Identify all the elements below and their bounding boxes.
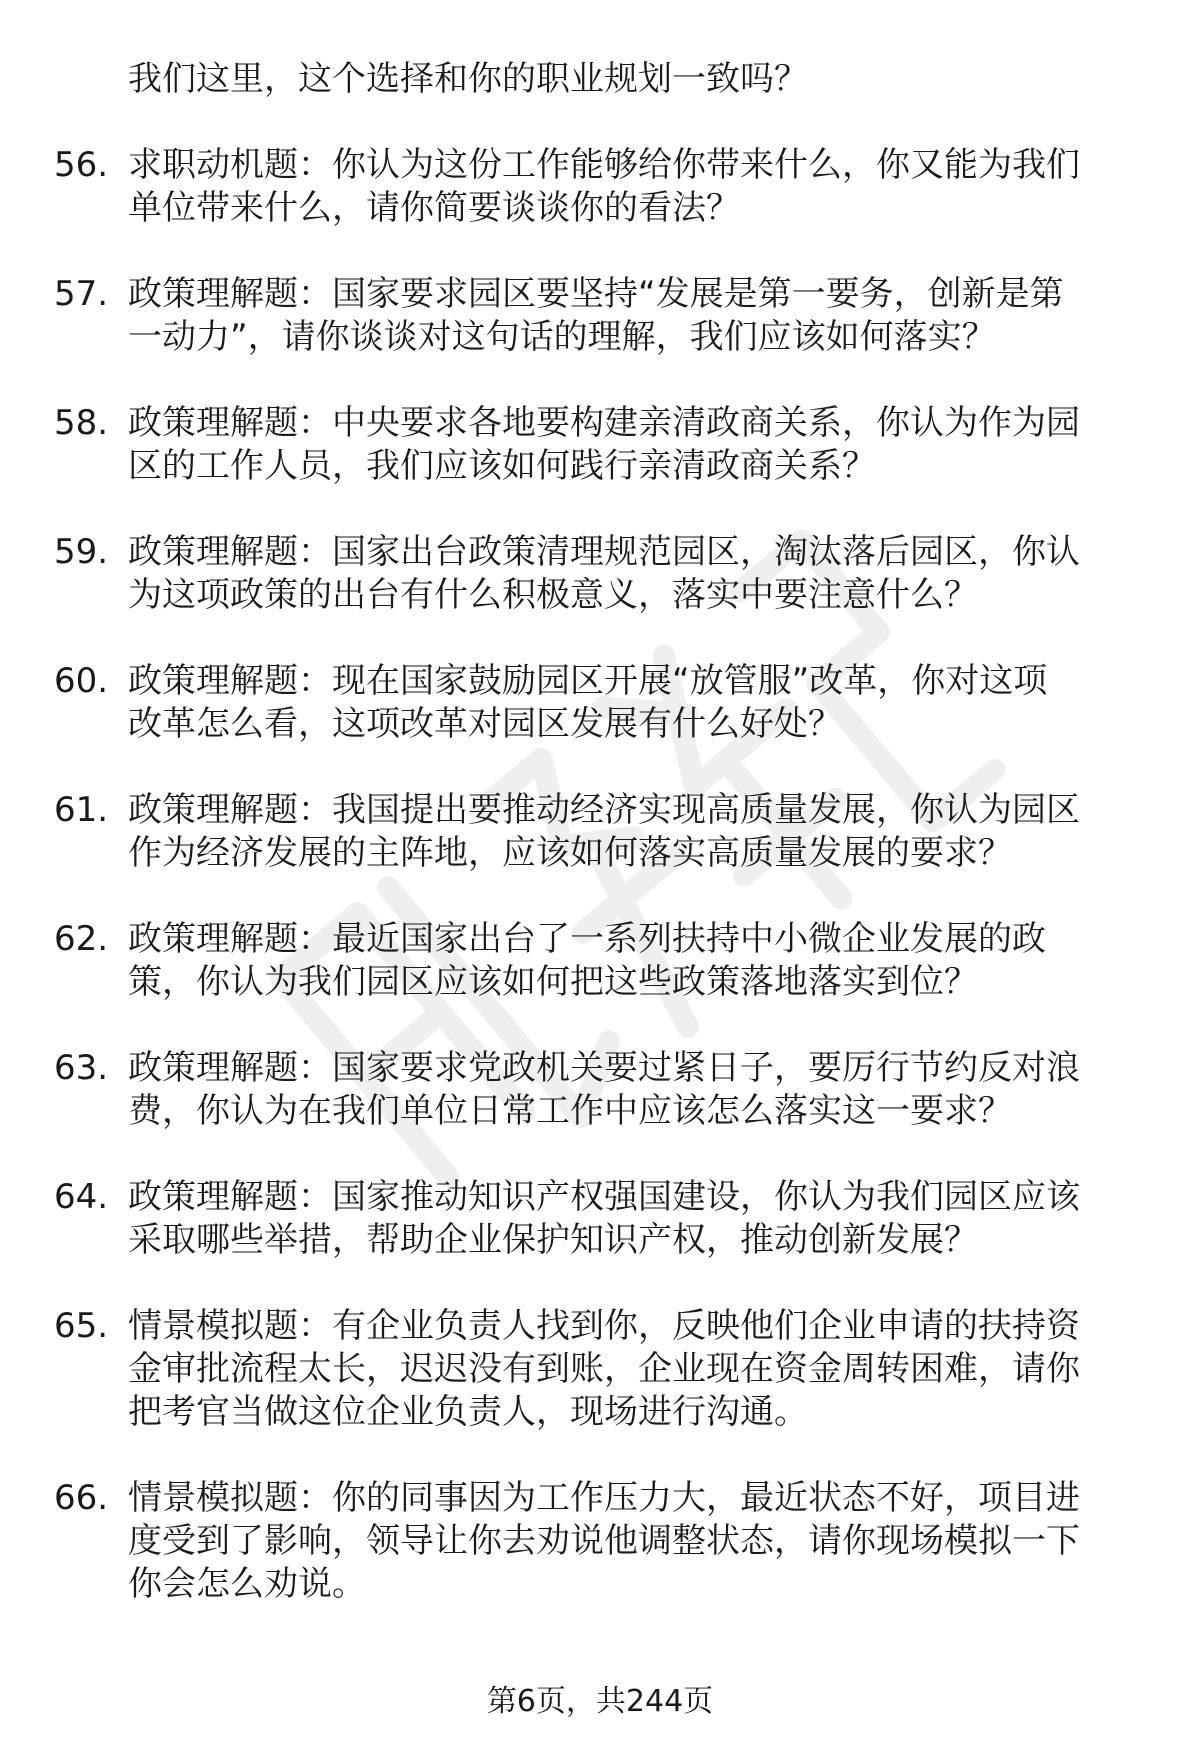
list-item — [0, 789, 1200, 875]
item-number: 66. — [54, 1478, 109, 1518]
item-text-line: 政策理解题：现在国家鼓励园区开展“放管服”改革，你对这项 — [128, 661, 1048, 701]
item-number: 58. — [54, 403, 109, 443]
list-item — [0, 144, 1200, 230]
item-text-line: 度受到了影响，领导让你去劝说他调整状态，请你现场模拟一下 — [128, 1521, 1080, 1561]
list-item — [0, 1305, 1200, 1434]
item-text-line: 政策理解题：我国提出要推动经济实现高质量发展，你认为园区 — [128, 790, 1080, 830]
item-text-line: 一动力”，请你谈谈对这句话的理解，我们应该如何落实？ — [128, 317, 996, 357]
item-text-line: 你会怎么劝说。 — [128, 1564, 366, 1604]
list-item — [0, 1477, 1200, 1606]
item-text-line: 作为经济发展的主阵地，应该如何落实高质量发展的要求？ — [128, 833, 1012, 873]
item-text-line: 策，你认为我们园区应该如何把这些政策落地落实到位？ — [128, 962, 978, 1002]
item-text-line: 把考官当做这位企业负责人，现场进行沟通。 — [128, 1392, 808, 1432]
list-item — [0, 1176, 1200, 1262]
list-item — [0, 660, 1200, 746]
page-footer: 第6页，共244页 — [486, 1684, 714, 1719]
item-text-line: 区的工作人员，我们应该如何践行亲清政商关系？ — [128, 446, 876, 486]
item-number: 61. — [54, 790, 109, 830]
item-text-line: 单位带来什么，请你简要谈谈你的看法？ — [128, 188, 740, 228]
list-item — [0, 402, 1200, 488]
list-item — [0, 1047, 1200, 1133]
item-number: 63. — [54, 1048, 109, 1088]
item-number: 57. — [54, 274, 109, 314]
item-number: 60. — [54, 661, 109, 701]
item-number: 62. — [54, 919, 109, 959]
items-container — [0, 144, 1200, 1606]
item-text-line: 改革怎么看，这项改革对园区发展有什么好处？ — [128, 704, 842, 744]
item-text-line: 费，你认为在我们单位日常工作中应该怎么落实这一要求？ — [128, 1091, 1012, 1131]
item-text-line: 政策理解题：最近国家出台了一系列扶持中小微企业发展的政 — [128, 919, 1046, 959]
item-text-line: 政策理解题：国家出台政策清理规范园区，淘汰落后园区，你认 — [128, 532, 1080, 572]
item-number: 56. — [54, 145, 109, 185]
item-text-line: 采取哪些举措，帮助企业保护知识产权，推动创新发展？ — [128, 1220, 978, 1260]
item-text-line: 政策理解题：中央要求各地要构建亲清政商关系，你认为作为园 — [128, 403, 1080, 443]
item-number: 59. — [54, 532, 109, 572]
question-list — [0, 58, 1200, 1649]
item-text-line: 情景模拟题：有企业负责人找到你，反映他们企业申请的扶持资 — [128, 1306, 1080, 1346]
item-text-line: 为这项政策的出台有什么积极意义，落实中要注意什么？ — [128, 575, 978, 615]
item-text-line: 金审批流程太长，迟迟没有到账，企业现在资金周转困难，请你 — [128, 1349, 1080, 1389]
item-number: 65. — [54, 1306, 109, 1346]
item-text-line: 情景模拟题：你的同事因为工作压力大，最近状态不好，项目进 — [128, 1478, 1080, 1518]
item-text-line: 求职动机题：你认为这份工作能够给你带来什么，你又能为我们 — [128, 145, 1080, 185]
list-item — [0, 531, 1200, 617]
list-item — [0, 273, 1200, 359]
item-text-line: 政策理解题：国家推动知识产权强国建设，你认为我们园区应该 — [128, 1177, 1080, 1217]
item-text-line: 政策理解题：国家要求园区要坚持“发展是第一要务，创新是第 — [128, 274, 1064, 314]
list-item — [0, 918, 1200, 1004]
continuation-text: 我们这里，这个选择和你的职业规划一致吗？ — [128, 59, 808, 99]
item-number: 64. — [54, 1177, 109, 1217]
item-text-line: 政策理解题：国家要求党政机关要过紧日子，要厉行节约反对浪 — [128, 1048, 1080, 1088]
